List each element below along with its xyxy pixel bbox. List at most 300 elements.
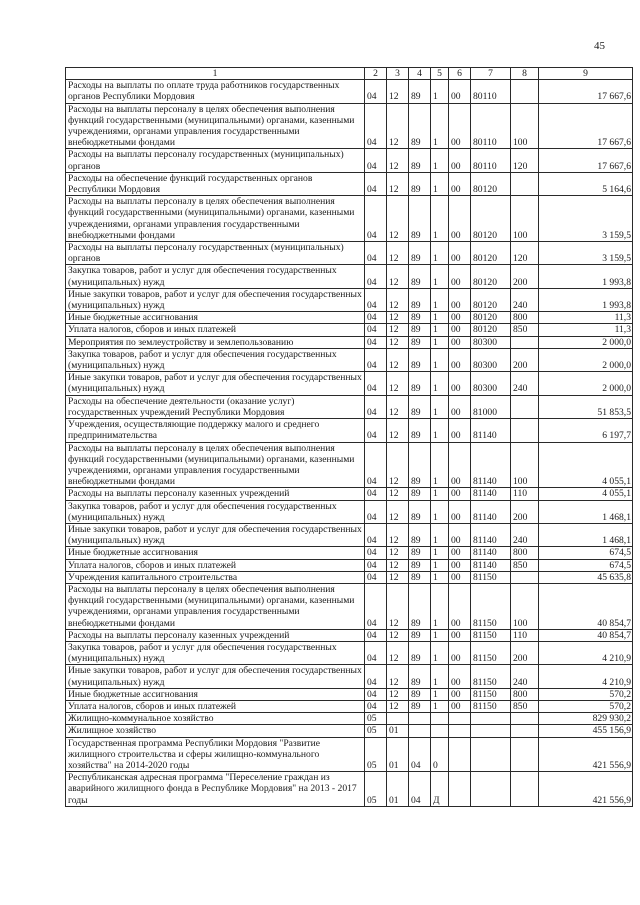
subprogram-code-cell: 1 xyxy=(431,324,449,336)
target-code-cell: 81150 xyxy=(471,629,511,641)
table-row xyxy=(66,395,633,418)
row-name-cell: Расходы на выплаты персоналу в целях обеспечения выполнения функций государственными (муниципальными) органами, казенными учреждениями, органами управления государственными внебюджетными фондами xyxy=(66,196,365,242)
row-name-cell: Расходы на выплаты персоналу казенных учреждений xyxy=(66,488,365,500)
expense-type-code-cell: 200 xyxy=(511,265,539,288)
program-code-cell xyxy=(409,725,431,737)
direction-code-cell: 00 xyxy=(449,665,471,688)
expense-type-code-cell: 850 xyxy=(511,700,539,712)
expense-type-code-cell: 240 xyxy=(511,665,539,688)
direction-code-cell xyxy=(449,725,471,737)
subprogram-code-cell xyxy=(431,725,449,737)
section-code-cell: 04 xyxy=(365,688,387,700)
amount-cell: 829 930,2 xyxy=(539,713,633,725)
direction-code-cell: 00 xyxy=(449,419,471,442)
direction-code-cell: 00 xyxy=(449,641,471,664)
subsection-code-cell: 12 xyxy=(387,665,409,688)
expense-type-code-cell: 120 xyxy=(511,149,539,172)
expense-type-code-cell xyxy=(511,725,539,737)
amount-cell: 421 556,9 xyxy=(539,737,633,772)
table-body xyxy=(66,80,633,807)
table-row xyxy=(66,523,633,546)
table-row xyxy=(66,172,633,195)
row-name-cell: Расходы на выплаты персоналу казенных учреждений xyxy=(66,629,365,641)
expense-type-code-cell: 200 xyxy=(511,500,539,523)
subprogram-code-cell xyxy=(431,713,449,725)
direction-code-cell: 00 xyxy=(449,547,471,559)
section-code-cell: 04 xyxy=(365,583,387,629)
table-row xyxy=(66,571,633,583)
row-name-cell: Закупка товаров, работ и услуг для обеспечения государственных (муниципальных) нужд xyxy=(66,500,365,523)
subprogram-code-cell: 1 xyxy=(431,488,449,500)
target-code-cell: 80120 xyxy=(471,242,511,265)
subsection-code-cell: 12 xyxy=(387,103,409,149)
section-code-cell: 05 xyxy=(365,713,387,725)
section-code-cell: 04 xyxy=(365,265,387,288)
program-code-cell: 04 xyxy=(409,772,431,807)
expense-type-code-cell: 100 xyxy=(511,583,539,629)
target-code-cell: 81140 xyxy=(471,500,511,523)
table-row xyxy=(66,688,633,700)
table-row xyxy=(66,312,633,324)
target-code-cell: 80110 xyxy=(471,149,511,172)
table-row xyxy=(66,80,633,103)
table-row xyxy=(66,103,633,149)
row-name-cell: Иные закупки товаров, работ и услуг для обеспечения государственных (муниципальных) нужд xyxy=(66,523,365,546)
subprogram-code-cell: 1 xyxy=(431,288,449,311)
row-name-cell: Уплата налогов, сборов и иных платежей xyxy=(66,559,365,571)
table-row xyxy=(66,442,633,488)
subsection-code-cell: 01 xyxy=(387,725,409,737)
header-cell: 2 xyxy=(365,68,387,80)
section-code-cell: 04 xyxy=(365,500,387,523)
program-code-cell: 89 xyxy=(409,641,431,664)
target-code-cell: 80300 xyxy=(471,348,511,371)
table-row xyxy=(66,713,633,725)
subprogram-code-cell: 1 xyxy=(431,336,449,348)
expense-type-code-cell xyxy=(511,419,539,442)
subsection-code-cell: 12 xyxy=(387,149,409,172)
amount-cell: 51 853,5 xyxy=(539,395,633,418)
amount-cell: 45 635,8 xyxy=(539,571,633,583)
page-number: 45 xyxy=(594,40,605,52)
direction-code-cell: 00 xyxy=(449,500,471,523)
section-code-cell: 05 xyxy=(365,772,387,807)
table-row xyxy=(66,547,633,559)
row-name-cell: Закупка товаров, работ и услуг для обеспечения государственных (муниципальных) нужд xyxy=(66,348,365,371)
amount-cell: 4 210,9 xyxy=(539,665,633,688)
amount-cell: 3 159,5 xyxy=(539,196,633,242)
table-row xyxy=(66,419,633,442)
section-code-cell: 04 xyxy=(365,324,387,336)
table-row xyxy=(66,242,633,265)
amount-cell: 570,2 xyxy=(539,700,633,712)
row-name-cell: Иные бюджетные ассигнования xyxy=(66,688,365,700)
program-code-cell: 89 xyxy=(409,523,431,546)
section-code-cell: 04 xyxy=(365,547,387,559)
table-row xyxy=(66,641,633,664)
target-code-cell: 80300 xyxy=(471,372,511,395)
target-code-cell: 81140 xyxy=(471,523,511,546)
direction-code-cell: 00 xyxy=(449,242,471,265)
direction-code-cell: 00 xyxy=(449,688,471,700)
direction-code-cell: 00 xyxy=(449,324,471,336)
target-code-cell: 81150 xyxy=(471,700,511,712)
direction-code-cell: 00 xyxy=(449,196,471,242)
direction-code-cell: 00 xyxy=(449,336,471,348)
amount-cell: 40 854,7 xyxy=(539,583,633,629)
amount-cell: 4 210,9 xyxy=(539,641,633,664)
target-code-cell: 81000 xyxy=(471,395,511,418)
subsection-code-cell: 12 xyxy=(387,700,409,712)
table-row xyxy=(66,348,633,371)
subprogram-code-cell: 1 xyxy=(431,688,449,700)
expense-type-code-cell: 100 xyxy=(511,196,539,242)
subsection-code-cell: 12 xyxy=(387,488,409,500)
expense-type-code-cell: 240 xyxy=(511,288,539,311)
amount-cell: 421 556,9 xyxy=(539,772,633,807)
target-code-cell: 81150 xyxy=(471,571,511,583)
row-name-cell: Иные закупки товаров, работ и услуг для обеспечения государственных (муниципальных) нужд xyxy=(66,665,365,688)
section-code-cell: 04 xyxy=(365,348,387,371)
header-cell: 7 xyxy=(471,68,511,80)
subprogram-code-cell: 1 xyxy=(431,665,449,688)
program-code-cell: 89 xyxy=(409,312,431,324)
header-cell: 5 xyxy=(431,68,449,80)
direction-code-cell: 00 xyxy=(449,571,471,583)
expense-type-code-cell xyxy=(511,336,539,348)
section-code-cell: 04 xyxy=(365,395,387,418)
amount-cell: 2 000,0 xyxy=(539,348,633,371)
row-name-cell: Жилищное хозяйство xyxy=(66,725,365,737)
subsection-code-cell: 12 xyxy=(387,172,409,195)
expense-type-code-cell xyxy=(511,172,539,195)
table-row xyxy=(66,372,633,395)
subprogram-code-cell: 1 xyxy=(431,80,449,103)
row-name-cell: Расходы на выплаты персоналу в целях обеспечения выполнения функций государственными (муниципальными) органами, казенными учреждениями, органами управления государственными внебюджетными фондами xyxy=(66,103,365,149)
target-code-cell: 81140 xyxy=(471,488,511,500)
direction-code-cell: 00 xyxy=(449,523,471,546)
amount-cell: 11,3 xyxy=(539,312,633,324)
subprogram-code-cell: Д xyxy=(431,772,449,807)
subprogram-code-cell: 1 xyxy=(431,583,449,629)
program-code-cell: 89 xyxy=(409,324,431,336)
section-code-cell: 04 xyxy=(365,149,387,172)
subsection-code-cell: 12 xyxy=(387,523,409,546)
expense-type-code-cell: 200 xyxy=(511,348,539,371)
subsection-code-cell: 12 xyxy=(387,288,409,311)
expense-type-code-cell: 110 xyxy=(511,488,539,500)
row-name-cell: Мероприятия по землеустройству и землепользованию xyxy=(66,336,365,348)
subsection-code-cell: 12 xyxy=(387,348,409,371)
expense-type-code-cell: 240 xyxy=(511,372,539,395)
row-name-cell: Расходы на выплаты персоналу государственных (муниципальных) органов xyxy=(66,149,365,172)
subsection-code-cell: 12 xyxy=(387,571,409,583)
section-code-cell: 04 xyxy=(365,196,387,242)
expense-type-code-cell xyxy=(511,80,539,103)
header-cell: 8 xyxy=(511,68,539,80)
direction-code-cell: 00 xyxy=(449,103,471,149)
table-row xyxy=(66,149,633,172)
header-cell: 6 xyxy=(449,68,471,80)
direction-code-cell: 00 xyxy=(449,80,471,103)
direction-code-cell: 00 xyxy=(449,172,471,195)
subprogram-code-cell: 1 xyxy=(431,312,449,324)
section-code-cell: 04 xyxy=(365,571,387,583)
target-code-cell: 80120 xyxy=(471,324,511,336)
amount-cell: 1 468,1 xyxy=(539,523,633,546)
subprogram-code-cell: 1 xyxy=(431,419,449,442)
subprogram-code-cell: 1 xyxy=(431,571,449,583)
section-code-cell: 04 xyxy=(365,372,387,395)
section-code-cell: 04 xyxy=(365,103,387,149)
expense-type-code-cell: 100 xyxy=(511,442,539,488)
section-code-cell: 04 xyxy=(365,288,387,311)
row-name-cell: Закупка товаров, работ и услуг для обеспечения государственных (муниципальных) нужд xyxy=(66,641,365,664)
row-name-cell: Иные бюджетные ассигнования xyxy=(66,312,365,324)
subprogram-code-cell: 1 xyxy=(431,442,449,488)
section-code-cell: 04 xyxy=(365,559,387,571)
subsection-code-cell: 12 xyxy=(387,395,409,418)
program-code-cell: 89 xyxy=(409,149,431,172)
section-code-cell: 04 xyxy=(365,523,387,546)
subsection-code-cell: 12 xyxy=(387,500,409,523)
direction-code-cell: 00 xyxy=(449,442,471,488)
table-row xyxy=(66,737,633,772)
amount-cell: 674,5 xyxy=(539,559,633,571)
table-row xyxy=(66,772,633,807)
program-code-cell: 89 xyxy=(409,288,431,311)
target-code-cell: 80120 xyxy=(471,312,511,324)
program-code-cell: 89 xyxy=(409,688,431,700)
amount-cell: 5 164,6 xyxy=(539,172,633,195)
program-code-cell: 89 xyxy=(409,419,431,442)
amount-cell: 17 667,6 xyxy=(539,80,633,103)
table-row xyxy=(66,336,633,348)
program-code-cell: 89 xyxy=(409,196,431,242)
program-code-cell: 89 xyxy=(409,500,431,523)
amount-cell: 2 000,0 xyxy=(539,372,633,395)
program-code-cell: 89 xyxy=(409,559,431,571)
target-code-cell: 81150 xyxy=(471,641,511,664)
expense-type-code-cell xyxy=(511,737,539,772)
table-row xyxy=(66,665,633,688)
direction-code-cell xyxy=(449,713,471,725)
subprogram-code-cell: 1 xyxy=(431,559,449,571)
direction-code-cell: 00 xyxy=(449,700,471,712)
subsection-code-cell: 12 xyxy=(387,196,409,242)
target-code-cell: 81150 xyxy=(471,688,511,700)
row-name-cell: Расходы на выплаты персоналу в целях обеспечения выполнения функций государственными (муниципальными) органами, казенными учреждениями, органами управления государственными внебюджетными фондами xyxy=(66,583,365,629)
amount-cell: 11,3 xyxy=(539,324,633,336)
direction-code-cell: 00 xyxy=(449,149,471,172)
program-code-cell: 04 xyxy=(409,737,431,772)
budget-table xyxy=(65,67,633,807)
subprogram-code-cell: 1 xyxy=(431,523,449,546)
direction-code-cell xyxy=(449,772,471,807)
section-code-cell: 04 xyxy=(365,419,387,442)
amount-cell: 2 000,0 xyxy=(539,336,633,348)
subprogram-code-cell: 1 xyxy=(431,641,449,664)
section-code-cell: 04 xyxy=(365,629,387,641)
direction-code-cell: 00 xyxy=(449,348,471,371)
target-code-cell: 81140 xyxy=(471,442,511,488)
amount-cell: 6 197,7 xyxy=(539,419,633,442)
target-code-cell: 81150 xyxy=(471,583,511,629)
target-code-cell: 81140 xyxy=(471,419,511,442)
subprogram-code-cell: 1 xyxy=(431,265,449,288)
expense-type-code-cell xyxy=(511,571,539,583)
table-row xyxy=(66,559,633,571)
program-code-cell: 89 xyxy=(409,265,431,288)
expense-type-code-cell xyxy=(511,395,539,418)
expense-type-code-cell: 800 xyxy=(511,688,539,700)
subprogram-code-cell: 1 xyxy=(431,149,449,172)
subsection-code-cell: 12 xyxy=(387,324,409,336)
target-code-cell xyxy=(471,772,511,807)
subprogram-code-cell: 1 xyxy=(431,500,449,523)
target-code-cell xyxy=(471,737,511,772)
table-row xyxy=(66,196,633,242)
program-code-cell: 89 xyxy=(409,103,431,149)
row-name-cell: Расходы на выплаты по оплате труда работников государственных органов Республики Мордовия xyxy=(66,80,365,103)
subprogram-code-cell: 1 xyxy=(431,395,449,418)
expense-type-code-cell: 800 xyxy=(511,312,539,324)
subprogram-code-cell: 1 xyxy=(431,372,449,395)
subsection-code-cell: 12 xyxy=(387,312,409,324)
table-row xyxy=(66,725,633,737)
amount-cell: 4 055,1 xyxy=(539,442,633,488)
subsection-code-cell: 12 xyxy=(387,242,409,265)
target-code-cell: 80300 xyxy=(471,336,511,348)
subsection-code-cell: 12 xyxy=(387,547,409,559)
amount-cell: 3 159,5 xyxy=(539,242,633,265)
section-code-cell: 05 xyxy=(365,737,387,772)
expense-type-code-cell xyxy=(511,772,539,807)
target-code-cell: 80110 xyxy=(471,80,511,103)
row-name-cell: Расходы на выплаты персоналу государственных (муниципальных) органов xyxy=(66,242,365,265)
subprogram-code-cell: 1 xyxy=(431,172,449,195)
section-code-cell: 04 xyxy=(365,442,387,488)
target-code-cell xyxy=(471,713,511,725)
program-code-cell: 89 xyxy=(409,172,431,195)
subsection-code-cell: 01 xyxy=(387,772,409,807)
row-name-cell: Иные закупки товаров, работ и услуг для обеспечения государственных (муниципальных) нужд xyxy=(66,372,365,395)
table-row xyxy=(66,583,633,629)
header-cell: 1 xyxy=(66,68,365,80)
program-code-cell: 89 xyxy=(409,372,431,395)
target-code-cell: 81140 xyxy=(471,547,511,559)
target-code-cell: 81150 xyxy=(471,665,511,688)
expense-type-code-cell xyxy=(511,713,539,725)
expense-type-code-cell: 110 xyxy=(511,629,539,641)
subsection-code-cell xyxy=(387,713,409,725)
amount-cell: 1 468,1 xyxy=(539,500,633,523)
expense-type-code-cell: 100 xyxy=(511,103,539,149)
program-code-cell: 89 xyxy=(409,583,431,629)
direction-code-cell: 00 xyxy=(449,629,471,641)
program-code-cell: 89 xyxy=(409,571,431,583)
program-code-cell xyxy=(409,713,431,725)
amount-cell: 17 667,6 xyxy=(539,103,633,149)
section-code-cell: 04 xyxy=(365,336,387,348)
target-code-cell: 80120 xyxy=(471,196,511,242)
target-code-cell: 80110 xyxy=(471,103,511,149)
row-name-cell: Расходы на выплаты персоналу в целях обеспечения выполнения функций государственными (муниципальными) органами, казенными учреждениями, органами управления государственными внебюджетными фондами xyxy=(66,442,365,488)
program-code-cell: 89 xyxy=(409,348,431,371)
section-code-cell: 04 xyxy=(365,641,387,664)
program-code-cell: 89 xyxy=(409,700,431,712)
direction-code-cell: 00 xyxy=(449,372,471,395)
section-code-cell: 04 xyxy=(365,80,387,103)
row-name-cell: Иные закупки товаров, работ и услуг для обеспечения государственных (муниципальных) нужд xyxy=(66,288,365,311)
row-name-cell: Республиканская адресная программа "Переселение граждан из аварийного жилищного фонда в Республике Мордовия" на 2013 - 2017 годы xyxy=(66,772,365,807)
subprogram-code-cell: 1 xyxy=(431,348,449,371)
row-name-cell: Учреждения капитального строительства xyxy=(66,571,365,583)
program-code-cell: 89 xyxy=(409,336,431,348)
table-row xyxy=(66,288,633,311)
expense-type-code-cell: 120 xyxy=(511,242,539,265)
section-code-cell: 05 xyxy=(365,725,387,737)
amount-cell: 1 993,8 xyxy=(539,288,633,311)
header-row xyxy=(66,68,633,80)
section-code-cell: 04 xyxy=(365,312,387,324)
program-code-cell: 89 xyxy=(409,629,431,641)
target-code-cell xyxy=(471,725,511,737)
row-name-cell: Уплата налогов, сборов и иных платежей xyxy=(66,324,365,336)
program-code-cell: 89 xyxy=(409,442,431,488)
row-name-cell: Государственная программа Республики Мордовия "Развитие жилищного строительства и сферы жилищно-коммунального хозяйства" на 2014-2020 годы xyxy=(66,737,365,772)
subprogram-code-cell: 1 xyxy=(431,196,449,242)
subsection-code-cell: 01 xyxy=(387,737,409,772)
direction-code-cell: 00 xyxy=(449,288,471,311)
program-code-cell: 89 xyxy=(409,80,431,103)
amount-cell: 4 055,1 xyxy=(539,488,633,500)
program-code-cell: 89 xyxy=(409,665,431,688)
section-code-cell: 04 xyxy=(365,700,387,712)
header-cell: 3 xyxy=(387,68,409,80)
subsection-code-cell: 12 xyxy=(387,442,409,488)
subsection-code-cell: 12 xyxy=(387,629,409,641)
expense-type-code-cell: 240 xyxy=(511,523,539,546)
direction-code-cell: 00 xyxy=(449,312,471,324)
subprogram-code-cell: 0 xyxy=(431,737,449,772)
amount-cell: 570,2 xyxy=(539,688,633,700)
row-name-cell: Уплата налогов, сборов и иных платежей xyxy=(66,700,365,712)
expense-type-code-cell: 200 xyxy=(511,641,539,664)
table-row xyxy=(66,500,633,523)
target-code-cell: 81140 xyxy=(471,559,511,571)
subsection-code-cell: 12 xyxy=(387,372,409,395)
section-code-cell: 04 xyxy=(365,488,387,500)
subsection-code-cell: 12 xyxy=(387,336,409,348)
direction-code-cell: 00 xyxy=(449,583,471,629)
expense-type-code-cell: 850 xyxy=(511,324,539,336)
table-row xyxy=(66,700,633,712)
subprogram-code-cell: 1 xyxy=(431,547,449,559)
section-code-cell: 04 xyxy=(365,242,387,265)
row-name-cell: Расходы на обеспечение деятельности (оказание услуг) государственных учреждений Республики Мордовия xyxy=(66,395,365,418)
subsection-code-cell: 12 xyxy=(387,419,409,442)
subprogram-code-cell: 1 xyxy=(431,629,449,641)
amount-cell: 674,5 xyxy=(539,547,633,559)
row-name-cell: Иные бюджетные ассигнования xyxy=(66,547,365,559)
direction-code-cell: 00 xyxy=(449,265,471,288)
program-code-cell: 89 xyxy=(409,242,431,265)
header-cell: 4 xyxy=(409,68,431,80)
section-code-cell: 04 xyxy=(365,172,387,195)
subprogram-code-cell: 1 xyxy=(431,103,449,149)
section-code-cell: 04 xyxy=(365,665,387,688)
